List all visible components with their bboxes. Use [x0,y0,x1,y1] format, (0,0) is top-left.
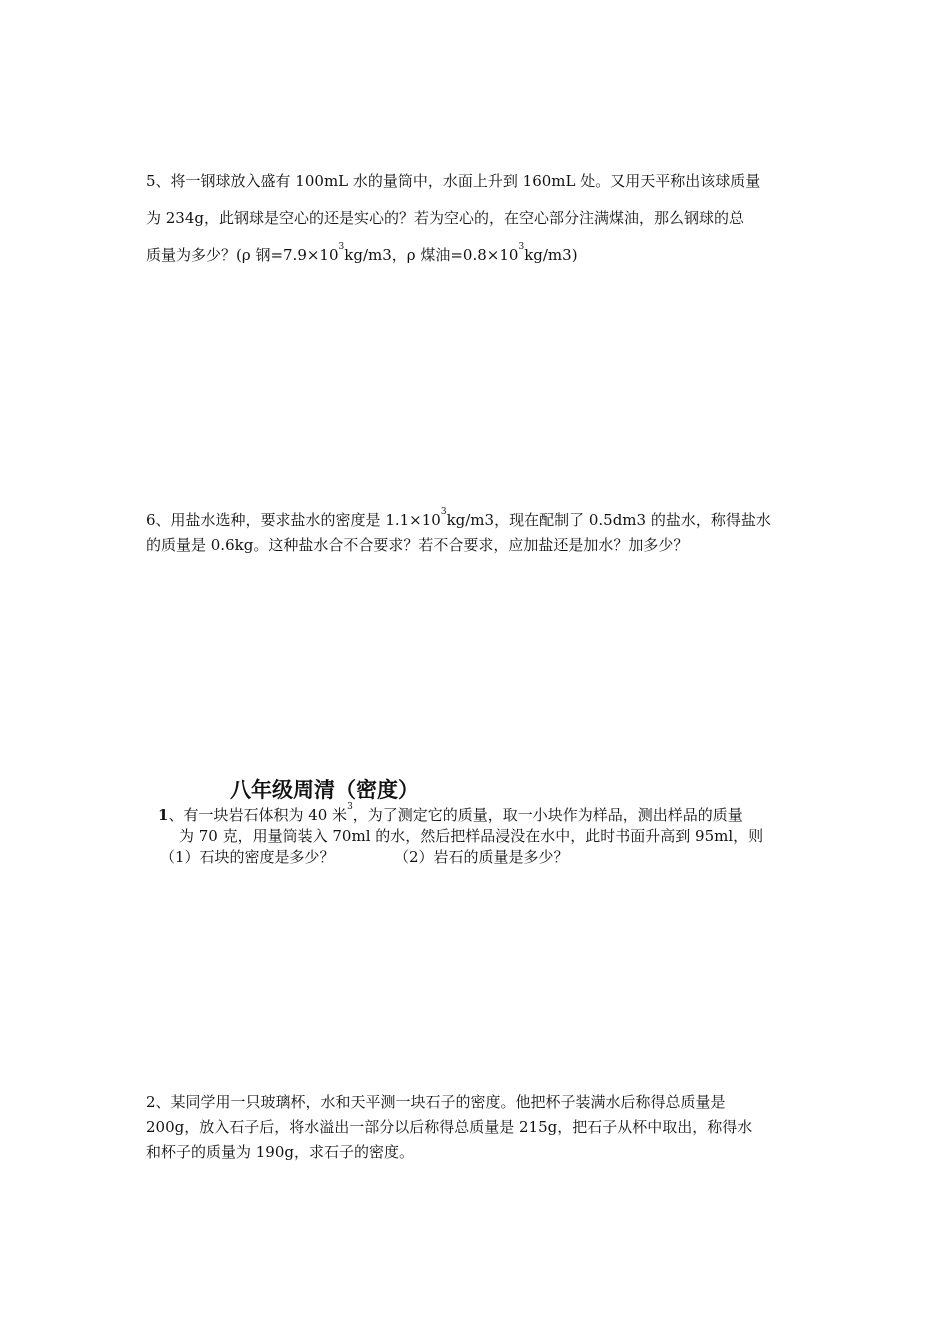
w2-line-1: 2、某同学用一只玻璃杯，水和天平测一块石子的密度。他把杯子装满水后称得总质量是 [146,1093,726,1111]
superscript: 3 [440,507,447,517]
superscript: 3 [518,242,525,252]
w1-text: ，为了测定它的质量，取一小块作为样品，测出样品的质量 [352,806,743,824]
q6-text: kg/m3，现在配制了 0.5dm3 的盐水，称得盐水 [446,511,771,529]
q6-line-2: 的质量是 0.6kg。这种盐水合不合要求？若不合要求，应加盐还是加水？加多少？ [146,536,689,554]
q5-text: kg/m3，ρ 煤油=0.8×10 [344,246,519,264]
q5-text: kg/m3) [524,246,578,264]
question-number: 1 [158,806,169,824]
w1-line-2: 为 70 克，用量筒装入 70ml 的水，然后把样品浸没在水中，此时书面升高到 95ml，则 [179,827,764,845]
w2-line-3: 和杯子的质量为 190g，求石子的密度。 [146,1143,415,1161]
q5-line-1: 5、将一钢球放入盛有 100mL 水的量筒中，水面上升到 160mL 处。又用天平称出该球质量 [146,172,761,190]
q5-line-2: 为 234g，此钢球是空心的还是实心的？若为空心的，在空心部分注满煤油，那么钢球的总 [146,209,745,227]
q5-text: 质量为多少？(ρ 钢=7.9×10 [146,246,339,264]
w1-line-1 [158,804,743,825]
superscript: 3 [347,802,353,812]
section-title: 八年级周清（密度） [230,778,419,802]
superscript: 3 [338,242,345,252]
q6-text: 6、用盐水选种，要求盐水的密度是 1.1×10 [146,511,441,529]
w1-sub-question-2: （2）岩石的质量是多少？ [394,848,569,866]
q5-line-3 [146,244,578,265]
w1-text: 、有一块岩石体积为 40 米 [168,806,348,824]
w2-line-2: 200g，放入石子后，将水溢出一部分以后称得总质量是 215g，把石子从杯中取出，称得水 [146,1118,753,1136]
q6-line-1 [146,509,771,530]
w1-sub-question-1: （1）石块的密度是多少？ [160,848,335,866]
